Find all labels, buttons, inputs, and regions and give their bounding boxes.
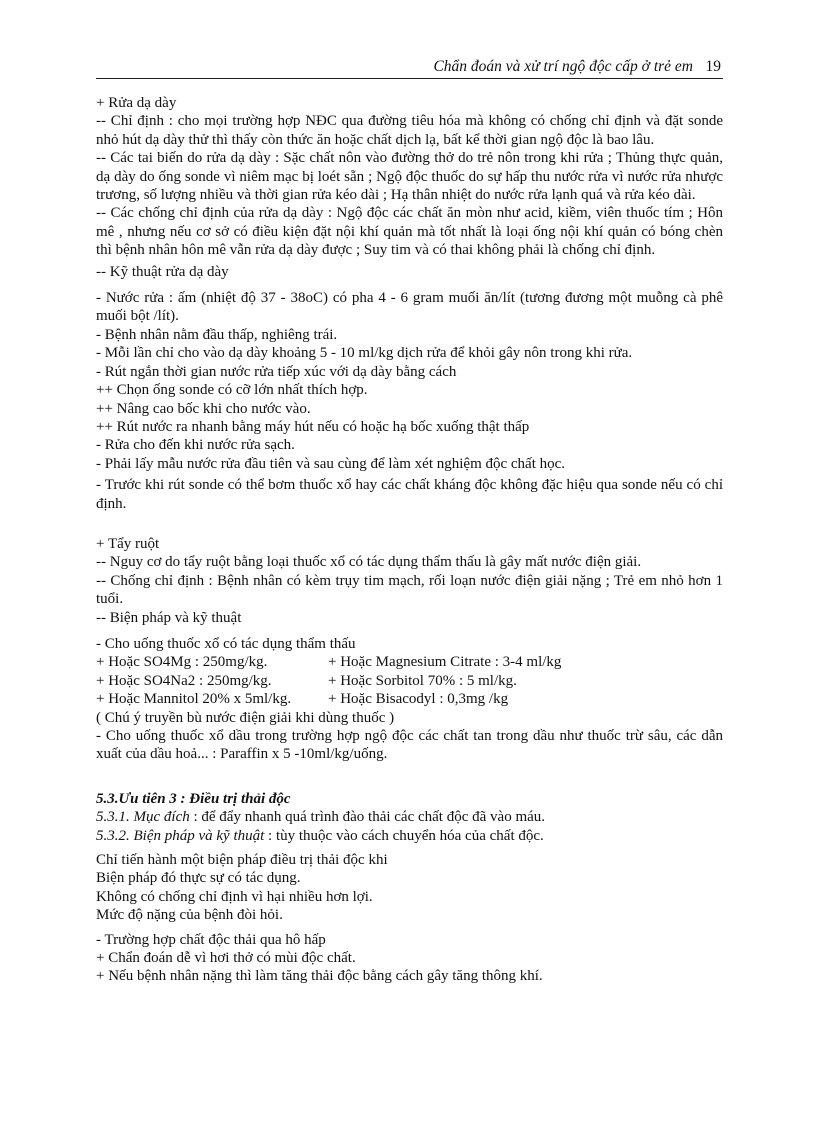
subsection-label: 5.3.2. Biện pháp và kỹ thuật: [96, 827, 265, 844]
paragraph: + Nếu bệnh nhân nặng thì làm tăng thải độc bằng cách gây tăng thông khí.: [96, 968, 543, 985]
paragraph: ++ Chọn ống sonde có cỡ lớn nhất thích hợp.: [96, 382, 368, 399]
dose-left: + Hoặc SO4Mg : 250mg/kg.: [96, 654, 268, 671]
page-number: 19: [705, 58, 721, 75]
paragraph: Biện pháp đó thực sự có tác dụng.: [96, 870, 301, 887]
paragraph: -- Nguy cơ do tẩy ruột bằng loại thuốc xổ có tác dụng thẩm thấu là gây mất nước điện giải.: [96, 554, 642, 571]
page-header: [96, 56, 723, 79]
dose-row: [96, 653, 723, 671]
dose-row: [96, 672, 723, 690]
section-heading: 5.3.Ưu tiên 3 : Điều trị thải độc: [96, 790, 291, 807]
paragraph: + Rửa dạ dày: [96, 95, 177, 111]
subsection-line: [96, 808, 723, 826]
paragraph: Không có chống chỉ định vì hại nhiều hơn lợi.: [96, 888, 373, 905]
paragraph: -- Các chống chỉ định của rửa dạ dày : Ngộ độc các chất ăn mòn như acid, kiềm, viên thuốc tím ; Hôn mê , nhưng nếu cơ sở có điều kiện đặt nội khí quản mà tốt nhất là loại ống nội khí quản có bóng chèn thì bệnh nhân hôn mê vẫn rửa dạ dày được ; Suy tim và có thai không phải là chống chỉ định.: [96, 205, 723, 259]
dose-left: + Hoặc SO4Na2 : 250mg/kg.: [96, 672, 272, 689]
subsection-line: [96, 827, 723, 845]
paragraph: -- Biện pháp và kỹ thuật: [96, 609, 242, 626]
subsection-label: 5.3.1. Mục đích: [96, 809, 190, 826]
paragraph: -- Chỉ định : cho mọi trường hợp NĐC qua đường tiêu hóa mà không có chống chỉ định và đặt sonde nhỏ hút dạ dày thử thì thấy còn thức ăn hoặc chất dịch lạ, bất kể thời gian ngộ độc là bao lâu.: [96, 113, 723, 148]
paragraph: -- Chống chỉ định : Bệnh nhân có kèm trụy tim mạch, rối loạn nước điện giải nặng ; Trẻ em nhỏ hơn 1 tuổi.: [96, 572, 723, 608]
paragraph: Mức độ nặng của bệnh đòi hỏi.: [96, 907, 283, 924]
paragraph: - Trường hợp chất độc thải qua hô hấp: [96, 931, 326, 948]
paragraph: - Phải lấy mẫu nước rửa đầu tiên và sau cùng để làm xét nghiệm độc chất học.: [96, 455, 566, 472]
paragraph: - Rút ngắn thời gian nước rửa tiếp xúc với dạ dày bằng cách: [96, 363, 457, 380]
paragraph: ++ Nâng cao bốc khi cho nước vào.: [96, 400, 311, 417]
paragraph: - Mỗi lần chỉ cho vào dạ dày khoảng 5 - 10 ml/kg dịch rửa để khỏi gây nôn trong khi rửa.: [96, 345, 633, 362]
paragraph: - Nước rửa : ấm (nhiệt độ 37 - 38oC) có pha 4 - 6 gram muối ăn/lít (tương đương một muỗng cà phê muối bột /lít).: [96, 290, 723, 325]
paragraph: + Tẩy ruột: [96, 535, 160, 552]
page-body: [96, 94, 723, 986]
paragraph: -- Các tai biến do rửa dạ dày : Sặc chất nôn vào đường thở do trẻ nôn trong khi rửa ; Thủng thực quản, dạ dày do ống sonde vì niêm mạc bị loét sẵn ; Ngộ độc thuốc do sự hấp thu nước rửa vì nước rửa nhược trương, số lượng nhiều và thời gian rửa kéo dài ; Hạ thân nhiệt do nước rửa lạnh quá và rửa kéo dài.: [96, 150, 723, 204]
paragraph: Chỉ tiến hành một biện pháp điều trị thải độc khi: [96, 852, 388, 869]
header-title: Chẩn đoán và xử trí ngộ độc cấp ở trẻ em: [433, 58, 693, 75]
subsection-text: : tùy thuộc vào cách chuyển hóa của chất độc.: [264, 827, 544, 844]
paragraph: - Bệnh nhân nằm đầu thấp, nghiêng trái.: [96, 326, 338, 343]
paragraph: -- Kỹ thuật rửa dạ dày: [96, 263, 229, 280]
paragraph: - Rửa cho đến khi nước rửa sạch.: [96, 437, 295, 454]
paragraph: + Chẩn đoán dễ vì hơi thở có mùi độc chất.: [96, 950, 356, 967]
dose-left: + Hoặc Mannitol 20% x 5ml/kg.: [96, 691, 292, 708]
dose-right: + Hoặc Magnesium Citrate : 3-4 ml/kg: [328, 654, 562, 671]
paragraph: - Trước khi rút sonde có thể bơm thuốc xổ hay các chất kháng độc không đặc hiệu qua sonde nếu có chỉ định.: [96, 477, 723, 512]
dose-right: + Hoặc Sorbitol 70% : 5 ml/kg.: [328, 672, 517, 689]
dose-right: + Hoặc Bisacodyl : 0,3mg /kg: [328, 691, 509, 708]
paragraph: - Cho uống thuốc xổ có tác dụng thẩm thấu: [96, 635, 356, 652]
dose-row: [96, 690, 723, 708]
paragraph: ( Chú ý truyền bù nước điện giải khi dùng thuốc ): [96, 709, 395, 726]
subsection-text: : để đẩy nhanh quá trình đào thải các chất độc đã vào máu.: [189, 809, 546, 826]
paragraph: ++ Rút nước ra nhanh bằng máy hút nếu có hoặc hạ bốc xuống thật thấp: [96, 418, 530, 435]
paragraph: - Cho uống thuốc xổ dầu trong trường hợp ngộ độc các chất tan trong dầu như thuốc trừ sâu, các dẫn xuất của dầu hoả... : Paraffin x 5 -10ml/kg/uống.: [96, 728, 723, 763]
